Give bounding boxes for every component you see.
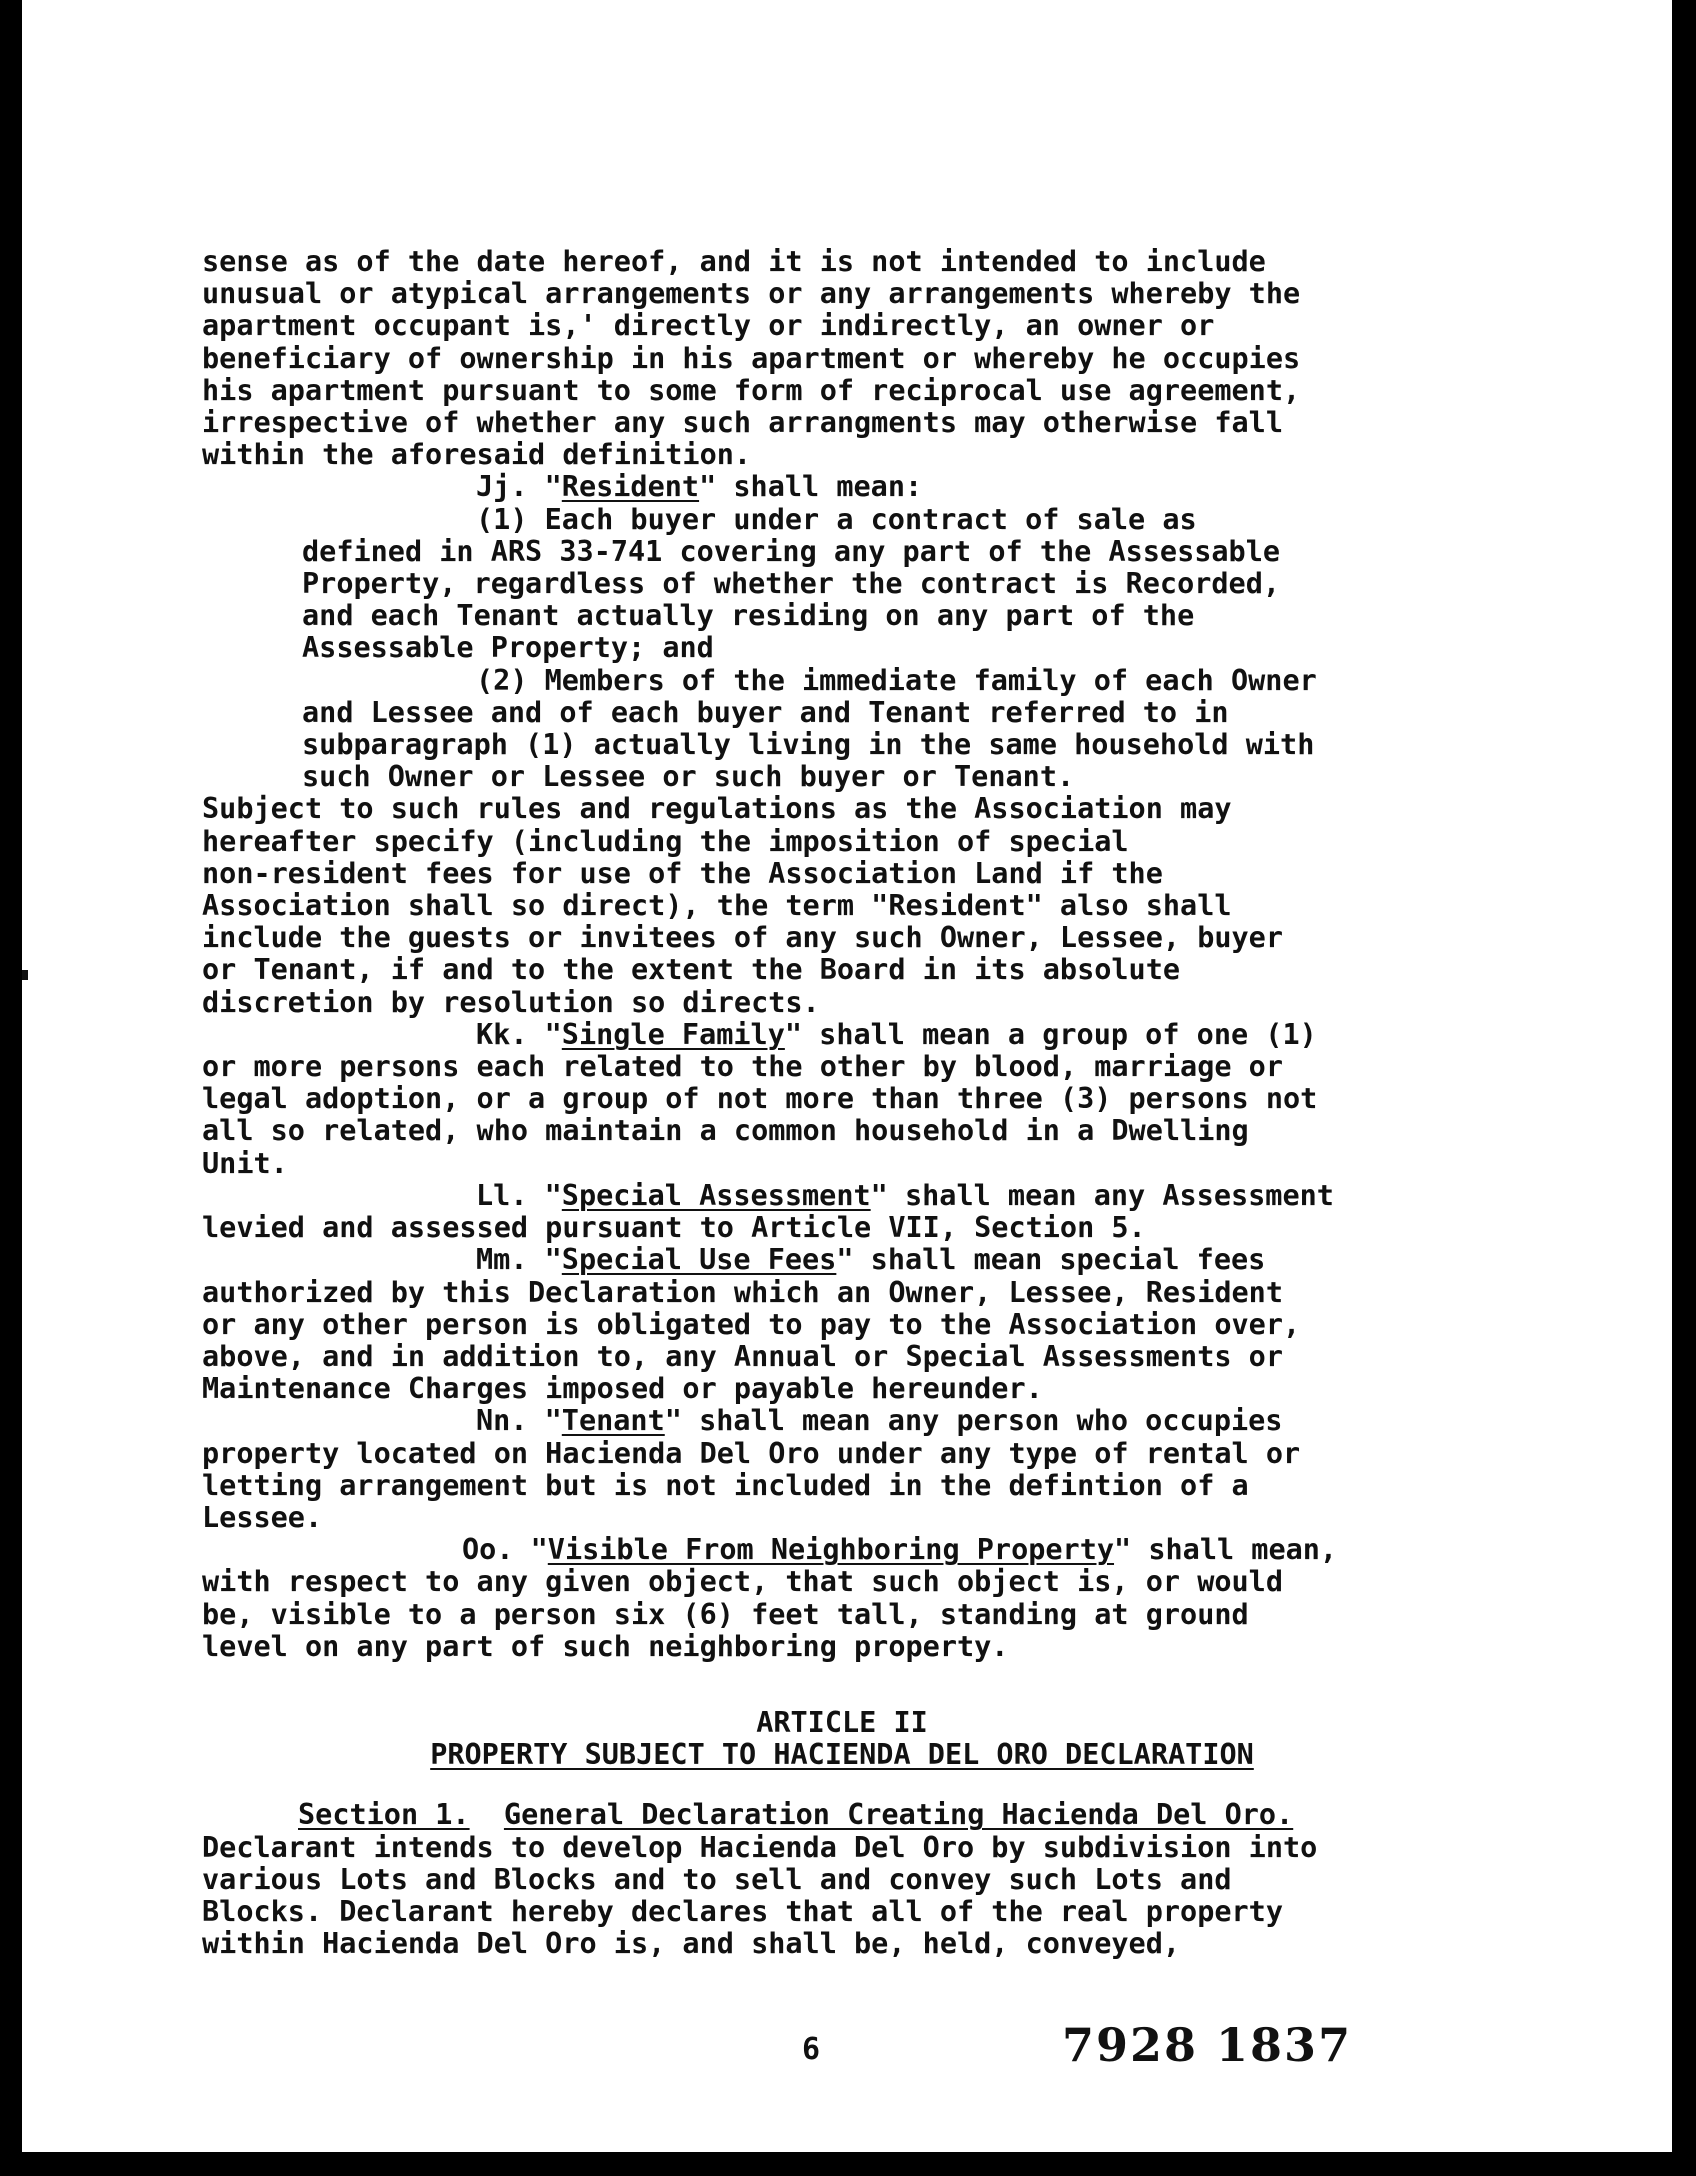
document-body — [202, 246, 1482, 1960]
definition-heading: Kk. "Single Family" shall mean a group of one (1) — [476, 1017, 1317, 1051]
definition-continuation — [202, 246, 1482, 471]
text-line: sense as of the date hereof, and it is not intended to include — [202, 245, 1266, 278]
defined-term: Tenant — [561, 1404, 665, 1438]
text-line: discretion by resolution so directs. — [202, 985, 820, 1019]
text-line: Unit. — [202, 1146, 288, 1180]
text-line: (1) Each buyer under a contract of sale as — [476, 502, 1197, 536]
definition-special-assessment — [202, 1180, 1482, 1244]
section-label: Section 1. — [298, 1798, 470, 1832]
defined-term: Special Use Fees — [561, 1243, 837, 1277]
section-1 — [202, 1799, 1482, 1960]
defined-term: Visible From Neighboring Property — [547, 1533, 1115, 1567]
text-line: authorized by this Declaration which an Owner, Lessee, Resident — [202, 1275, 1283, 1309]
text-line: various Lots and Blocks and to sell and convey such Lots and — [202, 1862, 1232, 1896]
document-page — [22, 0, 1672, 2152]
definition-heading: Nn. "Tenant" shall mean any person who occupies — [476, 1404, 1283, 1438]
definition-heading: Oo. "Visible From Neighboring Property" shall mean, — [462, 1533, 1338, 1567]
text-line: unusual or atypical arrangements or any arrangements whereby the — [202, 277, 1301, 311]
definition-visible-from-neighboring-property — [202, 1534, 1482, 1663]
spacer — [202, 1663, 1482, 1707]
article-title: PROPERTY SUBJECT TO HACIENDA DEL ORO DECLARATION — [430, 1738, 1254, 1772]
text-line: or any other person is obligated to pay to the Association over, — [202, 1307, 1301, 1341]
record-number: 7928 1837 — [1062, 2018, 1353, 2072]
text-line: or Tenant, if and to the extent the Board in its absolute — [202, 953, 1181, 987]
text-line: above, and in addition to, any Annual or Special Assessments or — [202, 1339, 1283, 1373]
text-line: and each Tenant actually residing on any part of the — [302, 599, 1195, 633]
text-line: level on any part of such neighboring property. — [202, 1629, 1009, 1663]
text-line: Declarant intends to develop Hacienda Del Oro by subdivision into — [202, 1830, 1318, 1864]
text-line: Maintenance Charges imposed or payable hereunder. — [202, 1372, 1043, 1406]
text-line: within the aforesaid definition. — [202, 438, 752, 472]
text-line: non-resident fees for use of the Association Land if the — [202, 856, 1163, 890]
text-line: apartment occupant is,' directly or indirectly, an owner or — [202, 309, 1215, 343]
definition-tenant — [202, 1405, 1482, 1534]
text-line: irrespective of whether any such arrangments may otherwise fall — [202, 406, 1283, 440]
text-line: hereafter specify (including the imposition of special — [202, 824, 1129, 858]
definition-resident — [202, 471, 1482, 1018]
text-line: within Hacienda Del Oro is, and shall be, held, conveyed, — [202, 1927, 1181, 1961]
text-line: legal adoption, or a group of not more than three (3) persons not — [202, 1082, 1318, 1116]
text-line: Blocks. Declarant hereby declares that all of the real property — [202, 1894, 1283, 1928]
text-line: all so related, who maintain a common household in a Dwelling — [202, 1114, 1249, 1148]
text-line: be, visible to a person six (6) feet tall, standing at ground — [202, 1597, 1249, 1631]
text-line: and Lessee and of each buyer and Tenant referred to in — [302, 695, 1229, 729]
scan-speck — [22, 970, 28, 980]
definition-special-use-fees — [202, 1244, 1482, 1405]
definition-heading: Ll. "Special Assessment" shall mean any Assessment — [476, 1178, 1334, 1212]
defined-term: Special Assessment — [561, 1178, 871, 1212]
text-line: or more persons each related to the other by blood, marriage or — [202, 1050, 1283, 1084]
text-line: letting arrangement but is not included in the defintion of a — [202, 1468, 1249, 1502]
definition-heading: Jj. "Resident" shall mean: — [476, 470, 923, 504]
article-heading — [202, 1707, 1482, 1771]
text-line: Subject to such rules and regulations as the Association may — [202, 792, 1232, 826]
text-line: include the guests or invitees of any such Owner, Lessee, buyer — [202, 921, 1283, 955]
text-line: subparagraph (1) actually living in the same household with — [302, 728, 1315, 762]
text-line: Association shall so direct), the term "Resident" also shall — [202, 889, 1232, 923]
definition-heading: Mm. "Special Use Fees" shall mean special fees — [476, 1243, 1266, 1277]
text-line: defined in ARS 33-741 covering any part of the Assessable — [302, 534, 1281, 568]
text-line: his apartment pursuant to some form of reciprocal use agreement, — [202, 373, 1301, 407]
defined-term: Single Family — [561, 1017, 785, 1051]
definition-single-family — [202, 1019, 1482, 1180]
text-line: such Owner or Lessee or such buyer or Tenant. — [302, 760, 1075, 794]
text-line: beneficiary of ownership in his apartment or whereby he occupies — [202, 341, 1301, 375]
article-number: ARTICLE II — [756, 1705, 928, 1739]
text-line: levied and assessed pursuant to Article VII, Section 5. — [202, 1211, 1146, 1245]
text-line: Assessable Property; and — [302, 631, 714, 665]
text-line: with respect to any given object, that such object is, or would — [202, 1565, 1283, 1599]
text-line: property located on Hacienda Del Oro under any type of rental or — [202, 1436, 1301, 1470]
text-line: Property, regardless of whether the contract is Recorded, — [302, 567, 1281, 601]
defined-term: Resident — [561, 470, 700, 504]
spacer — [202, 1771, 1482, 1799]
section-title: General Declaration Creating Hacienda Del Oro. — [503, 1798, 1294, 1832]
page-number: 6 — [802, 2032, 821, 2067]
text-line: Lessee. — [202, 1500, 323, 1534]
text-line: (2) Members of the immediate family of each Owner — [476, 663, 1317, 697]
section-heading — [202, 1799, 1482, 1831]
